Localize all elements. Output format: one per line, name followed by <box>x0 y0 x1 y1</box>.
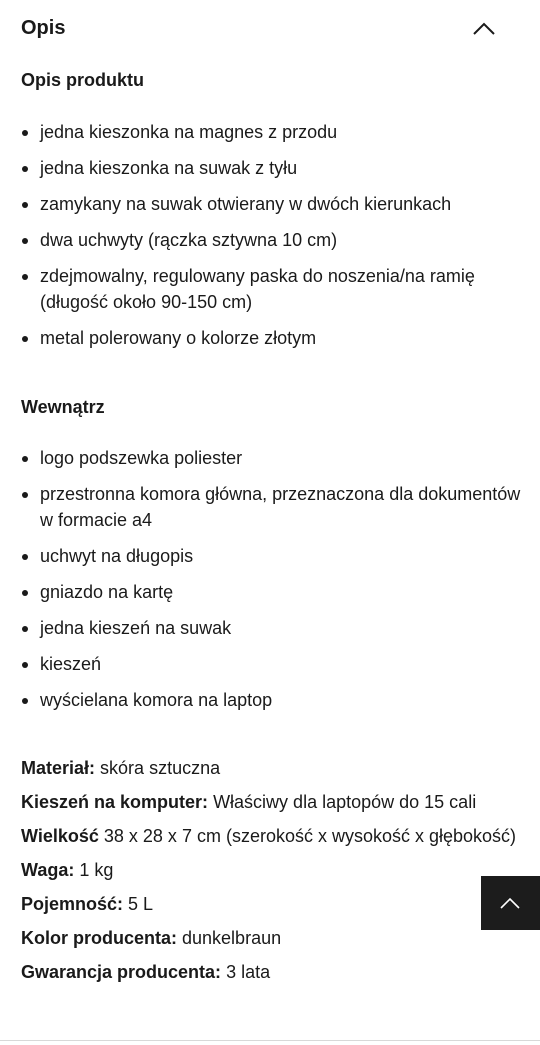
spec-laptop-pocket <box>21 789 521 815</box>
product-description-heading: Opis produktu <box>21 70 144 90</box>
spec-value: 5 L <box>128 894 154 914</box>
spec-value: 3 lata <box>226 962 271 982</box>
spec-value: 1 kg <box>79 860 114 880</box>
spec-value: skóra sztuczna <box>100 758 221 778</box>
list-item: dwa uchwyty (rączka sztywna 10 cm) <box>21 227 521 253</box>
chevron-up-icon <box>466 14 502 44</box>
divider <box>0 1040 540 1041</box>
list-item: logo podszewka poliester <box>21 445 521 471</box>
spec-value: dunkelbraun <box>182 928 282 948</box>
section-title: Opis <box>21 17 66 39</box>
spec-value: 38 x 28 x 7 cm (szerokość x wysokość x głębokość) <box>103 826 517 846</box>
list-item: metal polerowany o kolorze złotym <box>21 325 521 351</box>
spec-size <box>21 823 521 849</box>
back-to-top-button[interactable] <box>481 876 540 930</box>
list-item: przestronna komora główna, przeznaczona dla dokumentów w formacie a4 <box>21 481 521 533</box>
list-item: wyścielana komora na laptop <box>21 687 521 713</box>
list-item: zamykany na suwak otwierany w dwóch kierunkach <box>21 191 521 217</box>
list-item: jedna kieszonka na suwak z tyłu <box>21 155 521 181</box>
spec-weight <box>21 857 521 883</box>
spec-label: Kieszeń na komputer: <box>21 792 209 812</box>
specifications <box>21 755 521 993</box>
list-item: kieszeń <box>21 651 521 677</box>
spec-warranty <box>21 959 521 985</box>
inside-list <box>21 445 521 723</box>
spec-color <box>21 925 521 951</box>
spec-label: Pojemność: <box>21 894 124 914</box>
spec-capacity <box>21 891 521 917</box>
collapse-toggle-button[interactable] <box>466 14 502 44</box>
spec-value: Właściwy dla laptopów do 15 cali <box>213 792 477 812</box>
list-item: jedna kieszonka na magnes z przodu <box>21 119 521 145</box>
list-item: uchwyt na długopis <box>21 543 521 569</box>
description-accordion-header[interactable] <box>0 0 540 60</box>
list-item: gniazdo na kartę <box>21 579 521 605</box>
spec-label: Materiał: <box>21 758 96 778</box>
spec-label: Kolor producenta: <box>21 928 177 948</box>
product-description-list <box>21 119 521 361</box>
inside-heading: Wewnątrz <box>21 397 105 417</box>
spec-label: Waga: <box>21 860 75 880</box>
list-item: jedna kieszeń na suwak <box>21 615 521 641</box>
spec-label: Gwarancja producenta: <box>21 962 222 982</box>
list-item: zdejmowalny, regulowany paska do noszenia/na ramię (długość około 90-150 cm) <box>21 263 521 315</box>
spec-label: Wielkość <box>21 826 99 846</box>
spec-material <box>21 755 521 781</box>
